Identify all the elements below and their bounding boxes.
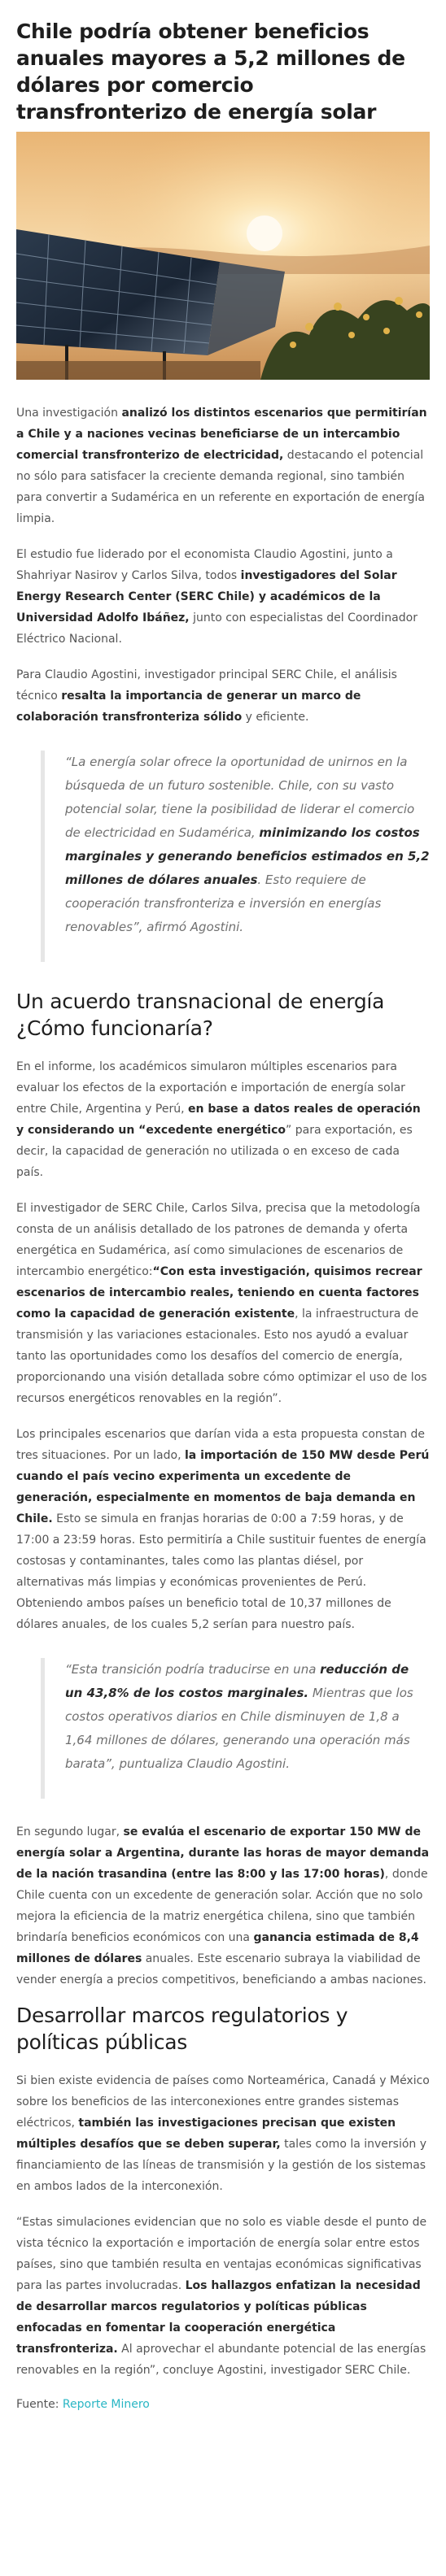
source-link[interactable]: Reporte Minero <box>62 2398 150 2411</box>
blockquote-agostini: “La energía solar ofrece la oportunidad de unirnos en la búsqueda de un futuro sostenible. Chile, con su vasto potencial solar, tiene la posibilidad de liderar el comercio de electricidad en Sudamérica, minimizando los costos marginales y generando beneficios estimados en 5,2 millones de dólares anuales. Esto requiere de cooperación transfronteriza e inversión en energías renovables”, afirmó Agostini. <box>41 751 430 962</box>
source-line <box>16 2394 430 2415</box>
evidence-paragraph: Si bien existe evidencia de países como Norteamérica, Canadá y México sobre los beneficios de las interconexiones entre grandes sistemas eléctricos, también las investigaciones precisan que existen múltiples desafíos que se deben superar, tales como la inversión y financiamiento de las líneas de transmisión y la gestión de los sistemas en ambos lados de la interconexión. <box>16 2074 430 2193</box>
silva-paragraph: El investigador de SERC Chile, Carlos Silva, precisa que la metodología consta de un análisis detallado de los patrones de demanda y oferta energética en Sudamérica, así como simulaciones de escenarios de intercambio energético:“Con esta investigación, quisimos recrear escenarios de intercambio reales, teniendo en cuenta factores como la capacidad de generación existente, la infraestructura de transmisión y las variaciones estacionales. Esto nos ayudó a evaluar tanto las oportunidades como los desafíos del comercio de energía, proporcionando una visión detallada sobre cómo optimizar el uso de los recursos energéticos renovables en la región”. <box>16 1202 427 1405</box>
team-paragraph: El estudio fue liderado por el economista Claudio Agostini, junto a Shahriyar Nasirov y Carlos Silva, todos investigadores del Solar Energy Research Center (SERC Chile) y académicos de la Universidad Adolfo Ibáñez, junto con especialistas del Coordinador Eléctrico Nacional. <box>16 548 418 646</box>
intro-paragraph: Una investigación analizó los distintos escenarios que permitirían a Chile y a naciones vecinas beneficiarse de un intercambio comercial transfronterizo de electricidad, destacando el potencial no sólo para satisfacer la creciente demanda regional, sino también para convertir a Sudamérica en un referente en exportación de energía limpia. <box>16 407 427 525</box>
simulation-paragraph: En el informe, los académicos simularon múltiples escenarios para evaluar los efectos de la exportación e importación de energía solar entre Chile, Argentina y Perú, en base a datos reales de operación y considerando un “excedente energético” para exportación, es decir, la capacidad de generación no utilizada o en exceso de cada país. <box>16 1060 421 1179</box>
section-heading-acuerdo: Un acuerdo transnacional de energía ¿Cómo funcionaría? <box>16 990 385 1040</box>
article-title: Chile podría obtener beneficios anuales mayores a 5,2 millones de dólares por comercio transfronterizo de energía solar <box>16 20 405 124</box>
agostini-paragraph: Para Claudio Agostini, investigador principal SERC Chile, el análisis técnico resalta la importancia de generar un marco de colaboración transfronteriza sólido y eficiente. <box>16 668 397 724</box>
argentina-paragraph: En segundo lugar, se evalúa el escenario de exportar 150 MW de energía solar a Argentina, durante las horas de mayor demanda de la nación trasandina (entre las 8:00 y las 17:00 horas), donde Chile cuenta con un excedente de generación solar. Acción que no solo mejora la eficiencia de la matriz energética chilena, sino que también brindaría beneficios económicos con una ganancia estimada de 8,4 millones de dólares anuales. Este escenario subraya la viabilidad de vender energía a precios competitivos, beneficiando a ambas naciones. <box>16 1825 430 1986</box>
section-heading-marcos: Desarrollar marcos regulatorios y políticas públicas <box>16 2004 348 2054</box>
sun-icon <box>247 215 282 251</box>
blockquote-transition: “Esta transición podría traducirse en una reducción de un 43,8% de los costos marginales. Mientras que los costos operativos diarios en Chile disminuyen de 1,8 a 1,64 millones de dólares, generando una operación más barata”, puntualiza Claudio Agostini. <box>41 1658 430 1799</box>
hero-image-solar-panels <box>16 132 430 380</box>
scenarios-paragraph: Los principales escenarios que darían vida a esta propuesta constan de tres situaciones. Por un lado, la importación de 150 MW desde Perú cuando el país vecino experimenta un excedente de generación, especialmente en momentos de baja demanda en Chile. Esto se simula en franjas horarias de 0:00 a 7:59 horas, y de 17:00 a 23:59 horas. Esto permitiría a Chile sustituir fuentes de energía costosas y contaminantes, tales como las plantas diésel, por alternativas más limpias y económicas provenientes de Perú. Obteniendo ambos países un beneficio total de 10,37 millones de dólares anuales, de los cuales 5,2 serían para nuestro país. <box>16 1428 430 1631</box>
source-label: Fuente: <box>16 2398 63 2411</box>
conclusion-paragraph: “Estas simulaciones evidencian que no solo es viable desde el punto de vista técnico la exportación e importación de energía solar entre estos países, sino que también resulta en ventajas económicas significativas para las partes involucradas. Los hallazgos enfatizan la necesidad de desarrollar marcos regulatorios y políticas públicas enfocadas en fomentar la cooperación energética transfronteriza. Al aprovechar el abundante potencial de las energías renovables en la región”, concluye Agostini, investigador SERC Chile. <box>16 2216 427 2377</box>
